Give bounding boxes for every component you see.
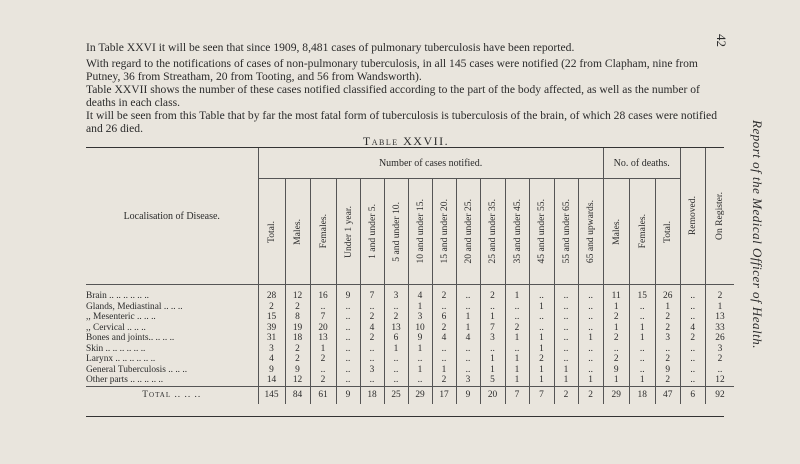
- table-cell: 1: [456, 312, 480, 323]
- table-cell: ..: [336, 312, 360, 323]
- table-cell: 18: [360, 386, 384, 404]
- table-cell: 2: [655, 312, 680, 323]
- table-cell: 9: [408, 333, 432, 344]
- table-cell: 4: [408, 285, 432, 302]
- table-cell: ..: [578, 285, 603, 302]
- col-header: Total.: [258, 179, 285, 285]
- table-cell: ..: [336, 333, 360, 344]
- table-cell: 1: [554, 375, 578, 386]
- table-cell: ..: [384, 375, 408, 386]
- table-cell: 47: [655, 386, 680, 404]
- table-cell: 6: [384, 333, 408, 344]
- table-cell: ..: [505, 344, 529, 355]
- table-cell: ..: [629, 344, 655, 355]
- running-title: Report of the Medical Officer of Health.: [750, 120, 765, 350]
- table-cell: 2: [578, 386, 603, 404]
- col-header: 1 and under 5.: [360, 179, 384, 285]
- table-cell: 7: [310, 312, 336, 323]
- table-cell: 16: [310, 285, 336, 302]
- table-cell: ..: [336, 302, 360, 313]
- table-cell: 2: [603, 312, 629, 323]
- paragraph-3: Table XXVII shows the number of these cases notified classified according to the part of the body affected, as well as the number of deaths in each class.: [86, 83, 700, 110]
- row-label: Brain .. .. .. .. .. ..: [86, 291, 150, 301]
- table-cell: ..: [384, 354, 408, 365]
- table-cell: 1: [629, 323, 655, 334]
- table-cell: 4: [432, 333, 456, 344]
- header-cases-notified: Number of cases notified.: [258, 148, 603, 179]
- table-cell: 2: [432, 285, 456, 302]
- table-cell: 9: [336, 386, 360, 404]
- table-cell: ..: [456, 365, 480, 376]
- table-cell: 2: [480, 285, 505, 302]
- table-cell: ..: [603, 344, 629, 355]
- col-header: Under 1 year.: [336, 179, 360, 285]
- table-cell: 12: [285, 375, 310, 386]
- table-cell: ..: [554, 323, 578, 334]
- table-cell: 13: [705, 312, 734, 323]
- table-cell: 1: [529, 302, 554, 313]
- table-cell: 26: [705, 333, 734, 344]
- table-cell: 4: [456, 333, 480, 344]
- col-header: 35 and under 45.: [505, 179, 529, 285]
- col-header: Females.: [629, 179, 655, 285]
- table-cell: ..: [456, 302, 480, 313]
- table-cell: ..: [480, 302, 505, 313]
- table-cell: ..: [629, 312, 655, 323]
- table-cell: 2: [655, 375, 680, 386]
- table-cell: ..: [336, 375, 360, 386]
- table-cell: 6: [680, 386, 705, 404]
- table-cell: 14: [258, 375, 285, 386]
- table-cell: ..: [480, 344, 505, 355]
- table-cell: 15: [629, 285, 655, 302]
- table-cell: 1: [505, 333, 529, 344]
- table-container: [86, 147, 724, 417]
- table-cell: 2: [432, 375, 456, 386]
- table-cell: 18: [285, 333, 310, 344]
- table-cell: 3: [408, 312, 432, 323]
- table-cell: 1: [505, 285, 529, 302]
- table-cell: 12: [285, 285, 310, 302]
- table-cell: 20: [310, 323, 336, 334]
- col-header: 20 and under 25.: [456, 179, 480, 285]
- table-cell: ..: [529, 285, 554, 302]
- table-cell: 4: [360, 323, 384, 334]
- table-cell: ..: [578, 354, 603, 365]
- table-cell: 3: [655, 333, 680, 344]
- table-cell: 1: [456, 323, 480, 334]
- table-cell: ..: [505, 302, 529, 313]
- table-cell: 1: [603, 375, 629, 386]
- col-header: 10 and under 15.: [408, 179, 432, 285]
- table-cell: ..: [384, 365, 408, 376]
- row-label: Glands, Mediastinal .. .. ..: [86, 301, 183, 312]
- table-cell: 17: [432, 386, 456, 404]
- table-cell: 3: [258, 344, 285, 355]
- table-cell: 13: [310, 333, 336, 344]
- col-header: Males.: [285, 179, 310, 285]
- table-cell: 4: [680, 323, 705, 334]
- table-cell: 2: [655, 354, 680, 365]
- table-cell: ..: [680, 344, 705, 355]
- paragraph-2: With regard to the notifications of cases of non-pulmonary tuberculosis, in all 145 cases were notified (22 from Clapham, nine from Putney, 36 from Streatham, 20 from Tooting, and 56 from Wandsworth).: [86, 57, 698, 84]
- table-cell: 5: [480, 375, 505, 386]
- table-cell: 20: [480, 386, 505, 404]
- table-cell: 2: [384, 312, 408, 323]
- table-cell: 7: [360, 285, 384, 302]
- table-row: [86, 302, 734, 313]
- table-cell: 1: [578, 375, 603, 386]
- table-cell: 9: [655, 365, 680, 376]
- table-cell: ..: [680, 365, 705, 376]
- table-cell: 2: [705, 285, 734, 302]
- table-cell: 3: [705, 344, 734, 355]
- table-caption: Table XXVII.: [362, 134, 450, 148]
- table-cell: 3: [480, 333, 505, 344]
- header-localisation: Localisation of Disease.: [86, 148, 258, 285]
- row-label: Total .. .. ..: [86, 386, 258, 404]
- header-removed: Removed.: [680, 148, 705, 285]
- table-cell: 2: [285, 302, 310, 313]
- table-cell: 15: [258, 312, 285, 323]
- table-cell: 12: [705, 375, 734, 386]
- tuberculosis-table: [86, 148, 734, 404]
- col-header: Females.: [310, 179, 336, 285]
- table-cell: 1: [505, 365, 529, 376]
- table-cell: ..: [578, 302, 603, 313]
- col-header: 5 and under 10.: [384, 179, 408, 285]
- paragraph-4: It will be seen from this Table that by far the most fatal form of tuberculosis is tuberculosis of the brain, of which 28 cases were notified and 26 died.: [86, 109, 717, 136]
- table-row: [86, 285, 734, 302]
- table-cell: 10: [408, 323, 432, 334]
- col-header: 45 and under 55.: [529, 179, 554, 285]
- table-cell: 1: [529, 375, 554, 386]
- table-row: [86, 365, 734, 376]
- table-cell: 1: [529, 344, 554, 355]
- table-cell: ..: [456, 285, 480, 302]
- table-cell: 7: [480, 323, 505, 334]
- table-cell: ..: [629, 365, 655, 376]
- table-cell: 3: [456, 375, 480, 386]
- table-cell: 1: [505, 375, 529, 386]
- table-cell: 39: [258, 323, 285, 334]
- table-cell: ..: [432, 344, 456, 355]
- table-cell: 1: [505, 354, 529, 365]
- table-cell: ..: [578, 344, 603, 355]
- page-number: 42: [714, 34, 729, 47]
- table-cell: ..: [456, 354, 480, 365]
- table-cell: ..: [655, 344, 680, 355]
- table-cell: ..: [629, 354, 655, 365]
- col-header: Total.: [655, 179, 680, 285]
- table-cell: 9: [285, 365, 310, 376]
- table-cell: ..: [432, 302, 456, 313]
- table-cell: 18: [629, 386, 655, 404]
- row-label: Skin .. .. .. .. .. ..: [86, 343, 146, 354]
- table-cell: 9: [258, 365, 285, 376]
- table-cell: 6: [432, 312, 456, 323]
- row-label: ,, Mesenteric .. .. ..: [86, 312, 156, 322]
- table-cell: 9: [336, 285, 360, 302]
- table-cell: 2: [432, 323, 456, 334]
- table-cell: 2: [360, 333, 384, 344]
- table-cell: 19: [285, 323, 310, 334]
- col-header: 55 and under 65.: [554, 179, 578, 285]
- table-cell: 2: [310, 375, 336, 386]
- table-cell: 92: [705, 386, 734, 404]
- table-cell: ..: [680, 354, 705, 365]
- table-cell: 1: [705, 302, 734, 313]
- table-cell: 1: [408, 365, 432, 376]
- table-cell: 2: [360, 312, 384, 323]
- table-cell: 4: [258, 354, 285, 365]
- table-cell: ..: [360, 302, 384, 313]
- table-cell: ..: [360, 354, 384, 365]
- table-cell: 2: [529, 354, 554, 365]
- table-cell: 2: [258, 302, 285, 313]
- table-cell: 26: [655, 285, 680, 302]
- table-cell: ..: [680, 285, 705, 302]
- table-cell: 1: [408, 302, 432, 313]
- table-cell: 2: [285, 344, 310, 355]
- table-cell: 61: [310, 386, 336, 404]
- table-cell: 1: [480, 312, 505, 323]
- table-cell: 1: [408, 344, 432, 355]
- row-label: General Tuberculosis .. .. ..: [86, 364, 188, 375]
- table-cell: 3: [384, 285, 408, 302]
- table-cell: 1: [529, 365, 554, 376]
- row-label: ,, Cervical .. .. ..: [86, 322, 146, 333]
- table-row: [86, 312, 734, 323]
- table-cell: ..: [554, 312, 578, 323]
- col-header: Males.: [603, 179, 629, 285]
- table-cell: ..: [554, 285, 578, 302]
- table-cell: ..: [578, 323, 603, 334]
- table-cell: 33: [705, 323, 734, 334]
- table-row: [86, 375, 734, 386]
- table-cell: ..: [384, 302, 408, 313]
- table-cell: ..: [529, 323, 554, 334]
- col-header: 65 and upwards.: [578, 179, 603, 285]
- table-row: [86, 344, 734, 355]
- table-cell: 8: [285, 312, 310, 323]
- table-cell: 1: [603, 323, 629, 334]
- table-cell: 9: [603, 365, 629, 376]
- table-cell: ..: [408, 375, 432, 386]
- table-cell: ..: [705, 365, 734, 376]
- table-cell: ..: [310, 365, 336, 376]
- table-cell: ..: [578, 365, 603, 376]
- table-cell: 29: [408, 386, 432, 404]
- row-label: Other parts .. .. .. .. ..: [86, 375, 164, 385]
- table-cell: 1: [480, 354, 505, 365]
- table-cell: ..: [680, 302, 705, 313]
- table-cell: ..: [578, 312, 603, 323]
- table-cell: 84: [285, 386, 310, 404]
- table-cell: 11: [603, 285, 629, 302]
- table-cell: 2: [554, 386, 578, 404]
- header-deaths: No. of deaths.: [603, 148, 680, 179]
- table-row: [86, 333, 734, 344]
- table-cell: ..: [554, 354, 578, 365]
- table-cell: 9: [456, 386, 480, 404]
- table-cell: 1: [578, 333, 603, 344]
- table-cell: 28: [258, 285, 285, 302]
- col-header: 25 and under 35.: [480, 179, 505, 285]
- table-cell: 1: [655, 302, 680, 313]
- table-cell: 1: [603, 302, 629, 313]
- table-cell: 25: [384, 386, 408, 404]
- table-cell: 13: [384, 323, 408, 334]
- table-cell: 145: [258, 386, 285, 404]
- table-cell: ..: [554, 344, 578, 355]
- table-cell: 2: [680, 333, 705, 344]
- table-cell: ..: [505, 312, 529, 323]
- row-label: Larynx .. .. .. .. .. ..: [86, 354, 156, 364]
- col-header: 15 and under 20.: [432, 179, 456, 285]
- table-cell: ..: [336, 323, 360, 334]
- header-on-register: On Register.: [705, 148, 734, 285]
- table-cell: 1: [629, 375, 655, 386]
- table-cell: 29: [603, 386, 629, 404]
- table-cell: 3: [360, 365, 384, 376]
- table-cell: 1: [629, 333, 655, 344]
- table-cell: 1: [529, 333, 554, 344]
- table-cell: ..: [360, 375, 384, 386]
- table-cell: 2: [603, 354, 629, 365]
- paragraph-1: In Table XXVI it will be seen that since 1909, 8,481 cases of pulmonary tuberculosis have been reported.: [86, 41, 575, 54]
- table-cell: ..: [360, 344, 384, 355]
- table-cell: 2: [310, 354, 336, 365]
- table-cell: 1: [432, 365, 456, 376]
- row-label: Bones and joints.. .. .. ..: [86, 333, 175, 343]
- table-cell: 2: [285, 354, 310, 365]
- table-cell: ..: [680, 375, 705, 386]
- table-cell: ..: [408, 354, 432, 365]
- table-cell: 2: [603, 333, 629, 344]
- table-cell: ..: [456, 344, 480, 355]
- table-cell: 1: [310, 344, 336, 355]
- table-cell: ..: [629, 302, 655, 313]
- table-cell: 31: [258, 333, 285, 344]
- table-cell: ..: [336, 344, 360, 355]
- table-cell: ..: [554, 302, 578, 313]
- table-cell: ..: [432, 354, 456, 365]
- table-cell: ..: [680, 312, 705, 323]
- table-cell: 7: [529, 386, 554, 404]
- table-total-row: [86, 386, 734, 404]
- table-cell: 1: [554, 365, 578, 376]
- table-cell: 7: [505, 386, 529, 404]
- table-cell: 2: [655, 323, 680, 334]
- table-row: [86, 323, 734, 334]
- table-row: [86, 354, 734, 365]
- table-cell: ..: [310, 302, 336, 313]
- table-cell: ..: [336, 365, 360, 376]
- table-cell: ..: [554, 333, 578, 344]
- table-cell: ..: [336, 354, 360, 365]
- table-cell: 2: [505, 323, 529, 334]
- table-cell: 2: [705, 354, 734, 365]
- table-cell: ..: [529, 312, 554, 323]
- table-cell: 1: [384, 344, 408, 355]
- table-cell: 1: [480, 365, 505, 376]
